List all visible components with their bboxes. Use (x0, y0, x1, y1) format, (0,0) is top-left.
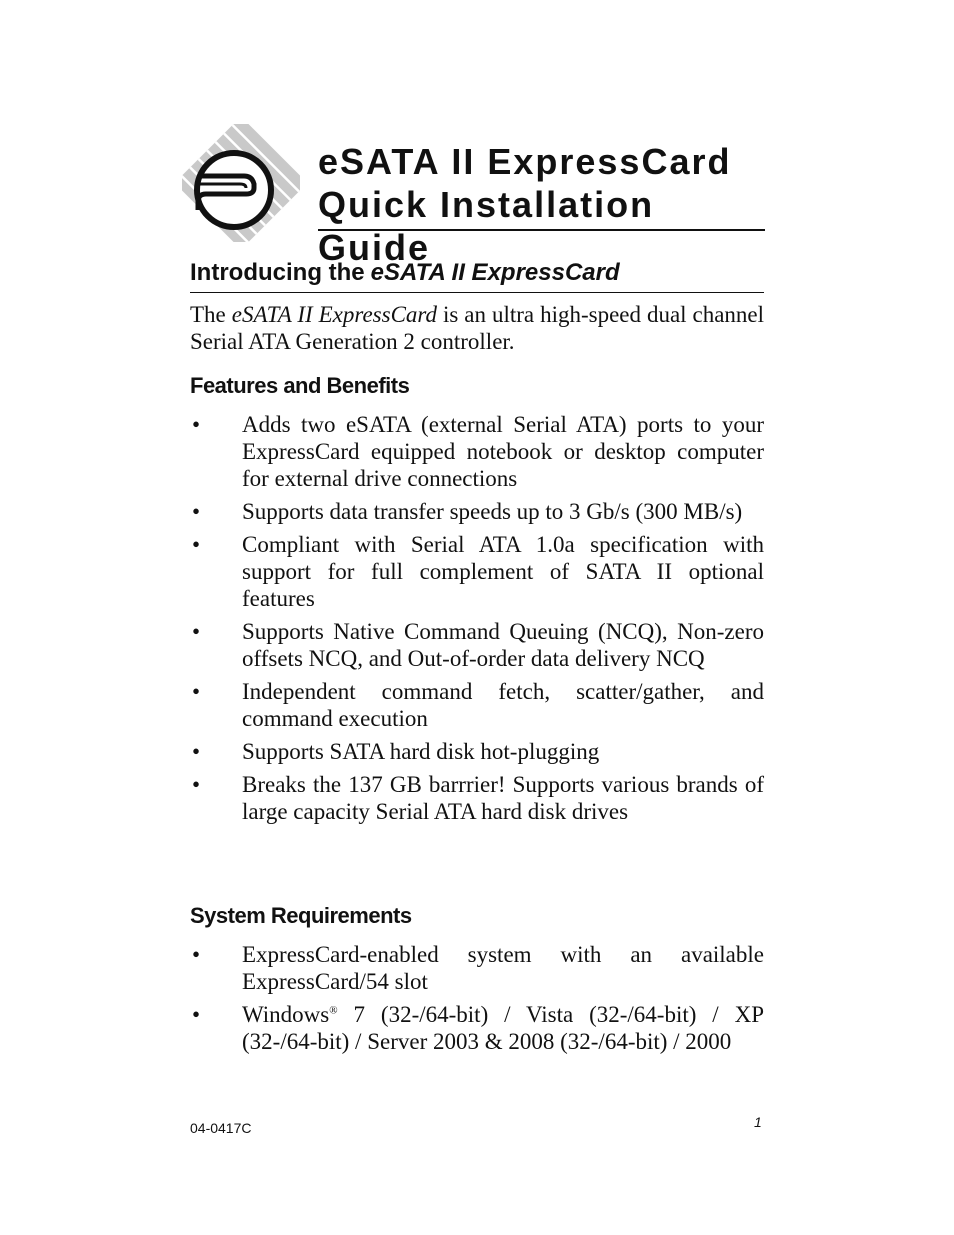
bullet-icon: • (192, 412, 201, 437)
list-item (190, 1001, 764, 1055)
bullet-icon: • (192, 679, 201, 704)
list-item-text: ExpressCard-enabled system with an available ExpressCard/54 slot (242, 942, 764, 994)
list-item (190, 411, 764, 492)
bullet-icon: • (192, 739, 201, 764)
features-heading: Features and Benefits (190, 373, 410, 398)
list-item (190, 941, 764, 995)
title-line-1: eSATA II ExpressCard (318, 141, 732, 182)
bullet-icon: • (192, 1002, 201, 1027)
bullet-icon: • (192, 772, 201, 797)
intro-heading-prefix: Introducing the (190, 259, 365, 286)
list-item-text: Breaks the 137 GB barrrier! Supports various brands of large capacity Serial ATA hard disk drives (242, 772, 764, 824)
os-versions: 7 (32-/64-bit) / Vista (32-/64-bit) / XP (32-/64-bit) / Server 2003 & 2008 (32-/64-bit) / 2000 (242, 1002, 764, 1054)
bullet-icon: • (192, 499, 201, 524)
list-item (190, 771, 764, 825)
siig-logo-icon (182, 124, 300, 242)
requirements-heading: System Requirements (190, 903, 412, 928)
intro-heading-product: eSATA II ExpressCard (370, 259, 620, 286)
windows-label: Windows (242, 1002, 330, 1027)
requirements-list (190, 941, 764, 1061)
registered-mark: ® (329, 1004, 338, 1017)
list-item (190, 531, 764, 612)
intro-paragraph (190, 301, 764, 355)
intro-para-start: The (190, 302, 226, 327)
list-item-text: Independent command fetch, scatter/gather, and command execution (242, 679, 764, 731)
bullet-icon: • (192, 532, 201, 557)
list-item-text: Adds two eSATA (external Serial ATA) ports to your ExpressCard equipped notebook or desktop computer for external drive connections (242, 412, 764, 491)
list-item-text: Supports SATA hard disk hot-plugging (242, 739, 600, 764)
list-item-text: Supports data transfer speeds up to 3 Gb/s (300 MB/s) (242, 499, 743, 524)
list-item-text (242, 1002, 764, 1054)
bullet-icon: • (192, 942, 201, 967)
title-rule (318, 229, 765, 231)
intro-rule (190, 292, 764, 293)
features-list (190, 411, 764, 831)
document-number: 04-0417C (190, 1120, 252, 1136)
intro-heading (190, 258, 764, 288)
list-item (190, 618, 764, 672)
list-item (190, 678, 764, 732)
title-line-2: Quick Installation Guide (318, 184, 655, 268)
list-item (190, 738, 764, 765)
intro-para-product: eSATA II ExpressCard (231, 302, 438, 327)
list-item (190, 498, 764, 525)
list-item-text: Compliant with Serial ATA 1.0a specification with support for full complement of SATA II optional features (242, 532, 764, 611)
page-number: 1 (754, 1114, 762, 1130)
intro-para-rest: is an ultra high-speed dual channel Serial ATA Generation 2 controller. (190, 302, 765, 354)
bullet-icon: • (192, 619, 201, 644)
page-title (318, 140, 765, 269)
list-item-text: Supports Native Command Queuing (NCQ), Non-zero offsets NCQ, and Out-of-order data delivery NCQ (242, 619, 764, 671)
